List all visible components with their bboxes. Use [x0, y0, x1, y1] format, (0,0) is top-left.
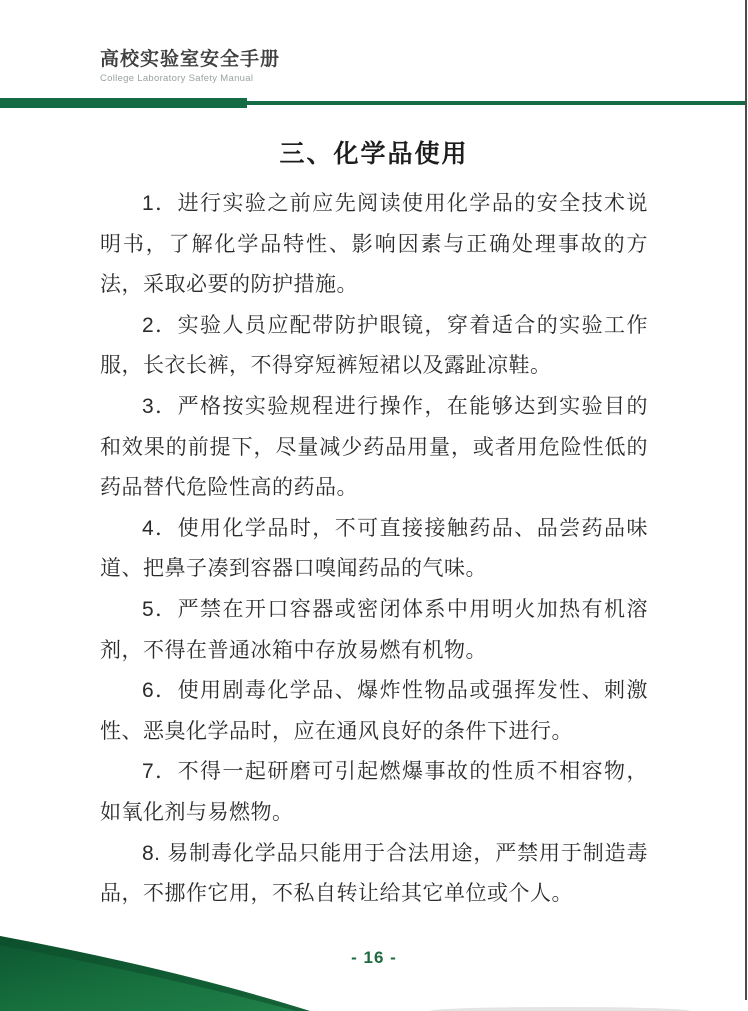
paragraph-4: 4．使用化学品时，不可直接接触药品、品尝药品味道、把鼻子凑到容器口嗅闻药品的气味。 — [100, 516, 648, 581]
page-number: - 16 - — [351, 948, 397, 967]
manual-title-english: College Laboratory Safety Manual — [100, 73, 254, 84]
paragraph-7: 7．不得一起研磨可引起燃爆事故的性质不相容物，如氧化剂与易燃物。 — [100, 760, 648, 824]
paragraph-8: 8. 易制毒化学品只能用于合法用途，严禁用于制造毒品，不挪作它用，不私自转让给其它单位或个人。 — [100, 841, 648, 906]
section-title: 三、化学品使用 — [279, 141, 469, 168]
header-rule-thick — [0, 98, 247, 108]
corner-wedge-graphic — [0, 931, 320, 1011]
next-page-shadow — [430, 1007, 690, 1011]
page-header — [100, 48, 280, 85]
manual-title-chinese: 高校实验室安全手册 — [100, 49, 281, 70]
paragraph-1: 1．进行实验之前应先阅读使用化学品的安全技术说明书，了解化学品特性、影响因素与正确处理事故的方法，采取必要的防护措施。 — [100, 192, 648, 297]
paragraph-3: 3．严格按实验规程进行操作，在能够达到实验目的和效果的前提下，尽量减少药品用量，或者用危险性低的药品替代危险性高的药品。 — [100, 394, 648, 500]
section-body — [100, 184, 648, 915]
header-rule-thin — [247, 101, 746, 105]
paragraph-5: 5．严禁在开口容器或密闭体系中用明火加热有机溶剂，不得在普通冰箱中存放易燃有机物。 — [100, 597, 648, 662]
paragraph-6: 6．使用剧毒化学品、爆炸性物品或强挥发性、刺激性、恶臭化学品时，应在通风良好的条件下进行。 — [100, 679, 648, 743]
paragraph-2: 2．实验人员应配带防护眼镜，穿着适合的实验工作服，长衣长裤，不得穿短裤短裙以及露趾凉鞋。 — [100, 313, 648, 378]
